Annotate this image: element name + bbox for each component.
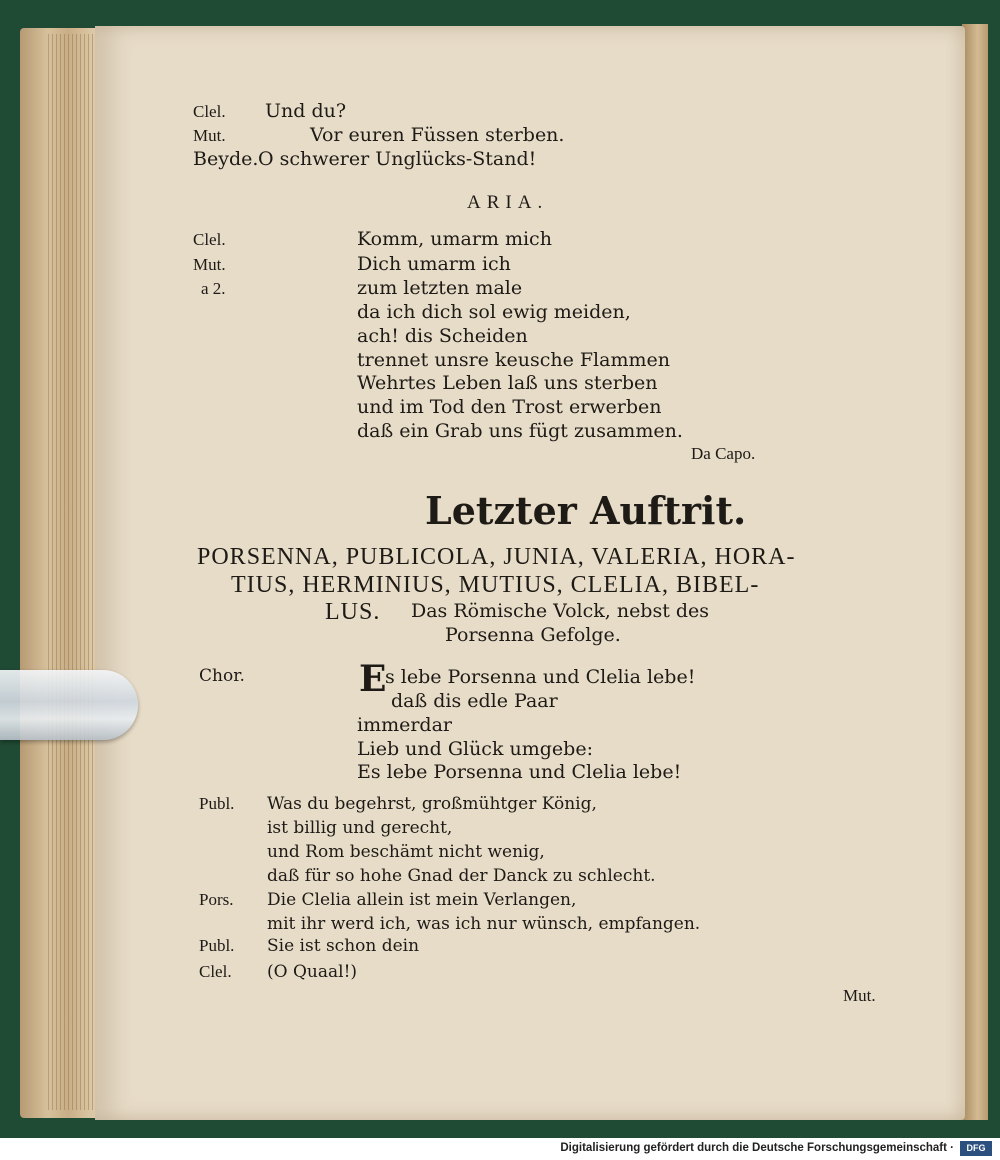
dialogue-line: Die Clelia allein ist mein Verlangen, xyxy=(267,890,577,910)
footer-bar xyxy=(0,1138,1000,1160)
speaker-beyde: Beyde. xyxy=(193,148,259,170)
speaker-clel: Clel. xyxy=(199,962,232,981)
da-capo: Da Capo. xyxy=(691,444,756,463)
catchword: Mut. xyxy=(843,986,876,1005)
line-und-du: Und du? xyxy=(265,100,347,122)
speaker-chor: Chor. xyxy=(199,666,245,686)
dialogue-line: und Rom beschämt nicht wenig, xyxy=(267,842,545,862)
dialogue-line: mit ihr werd ich, was ich nur wünsch, empfangen. xyxy=(267,914,701,934)
speaker-publ: Publ. xyxy=(199,794,235,813)
cast-line-volck: Das Römische Volck, nebst des xyxy=(411,600,710,622)
aria-line: Dich umarm ich xyxy=(357,253,511,275)
cast-line-lus: LUS. xyxy=(325,599,381,625)
chor-line: s lebe Porsenna und Clelia lebe! xyxy=(385,666,696,688)
dialogue-line: Was du begehrst, großmühtger König, xyxy=(267,794,597,814)
page-clip xyxy=(0,670,138,740)
aria-line: zum letzten male xyxy=(357,277,523,299)
chor-line: immerdar xyxy=(357,714,453,736)
aria-speaker-clel: Clel. xyxy=(193,230,226,249)
aria-line: und im Tod den Trost erwerben xyxy=(357,396,662,418)
aria-speaker-mut: Mut. xyxy=(193,255,226,274)
dropcap-e: E xyxy=(359,658,387,700)
dialogue-line: ist billig und gerecht, xyxy=(267,818,453,838)
aria-line: Komm, umarm mich xyxy=(357,228,552,250)
dialogue-line: daß für so hohe Gnad der Danck zu schlecht. xyxy=(267,866,656,886)
aria-line: Wehrtes Leben laß uns sterben xyxy=(357,372,658,394)
speaker-pors: Pors. xyxy=(199,890,234,909)
footer-credit: Digitalisierung gefördert durch die Deutsche Forschungsgemeinschaft · xyxy=(560,1142,954,1154)
aria-title: ARIA. xyxy=(467,192,549,213)
line-vor-euren: Vor euren Füssen sterben. xyxy=(310,124,565,146)
aria-line: trennet unsre keusche Flammen xyxy=(357,349,670,371)
aria-line: ach! dis Scheiden xyxy=(357,325,528,347)
speaker-publ: Publ. xyxy=(199,936,235,955)
aria-speaker-a2: a 2. xyxy=(201,279,226,298)
speaker-clel: Clel. xyxy=(193,102,226,121)
aria-line: da ich dich sol ewig meiden, xyxy=(357,301,631,323)
aria-line: daß ein Grab uns fügt zusammen. xyxy=(357,420,683,442)
page-stack-lines xyxy=(48,34,94,1110)
facing-page-edge xyxy=(962,24,988,1120)
chor-line: daß dis edle Paar xyxy=(391,690,558,712)
line-schwerer: O schwerer Unglücks-Stand! xyxy=(258,148,537,170)
chor-line: Es lebe Porsenna und Clelia lebe! xyxy=(357,761,682,783)
dialogue-line: (O Quaal!) xyxy=(267,962,358,982)
book-page xyxy=(95,26,965,1120)
cast-line: TIUS, HERMINIUS, MUTIUS, CLELIA, BIBEL- xyxy=(231,572,760,598)
chor-line: Lieb und Glück umgebe: xyxy=(357,738,593,760)
cast-line: PORSENNA, PUBLICOLA, JUNIA, VALERIA, HORA- xyxy=(197,544,796,570)
dfg-logo: DFG xyxy=(960,1141,992,1156)
speaker-mut: Mut. xyxy=(193,126,226,145)
cast-line-gefolge: Porsenna Gefolge. xyxy=(445,624,621,646)
dialogue-line: Sie ist schon dein xyxy=(267,936,420,956)
scene-title: Letzter Auftrit. xyxy=(425,488,747,533)
